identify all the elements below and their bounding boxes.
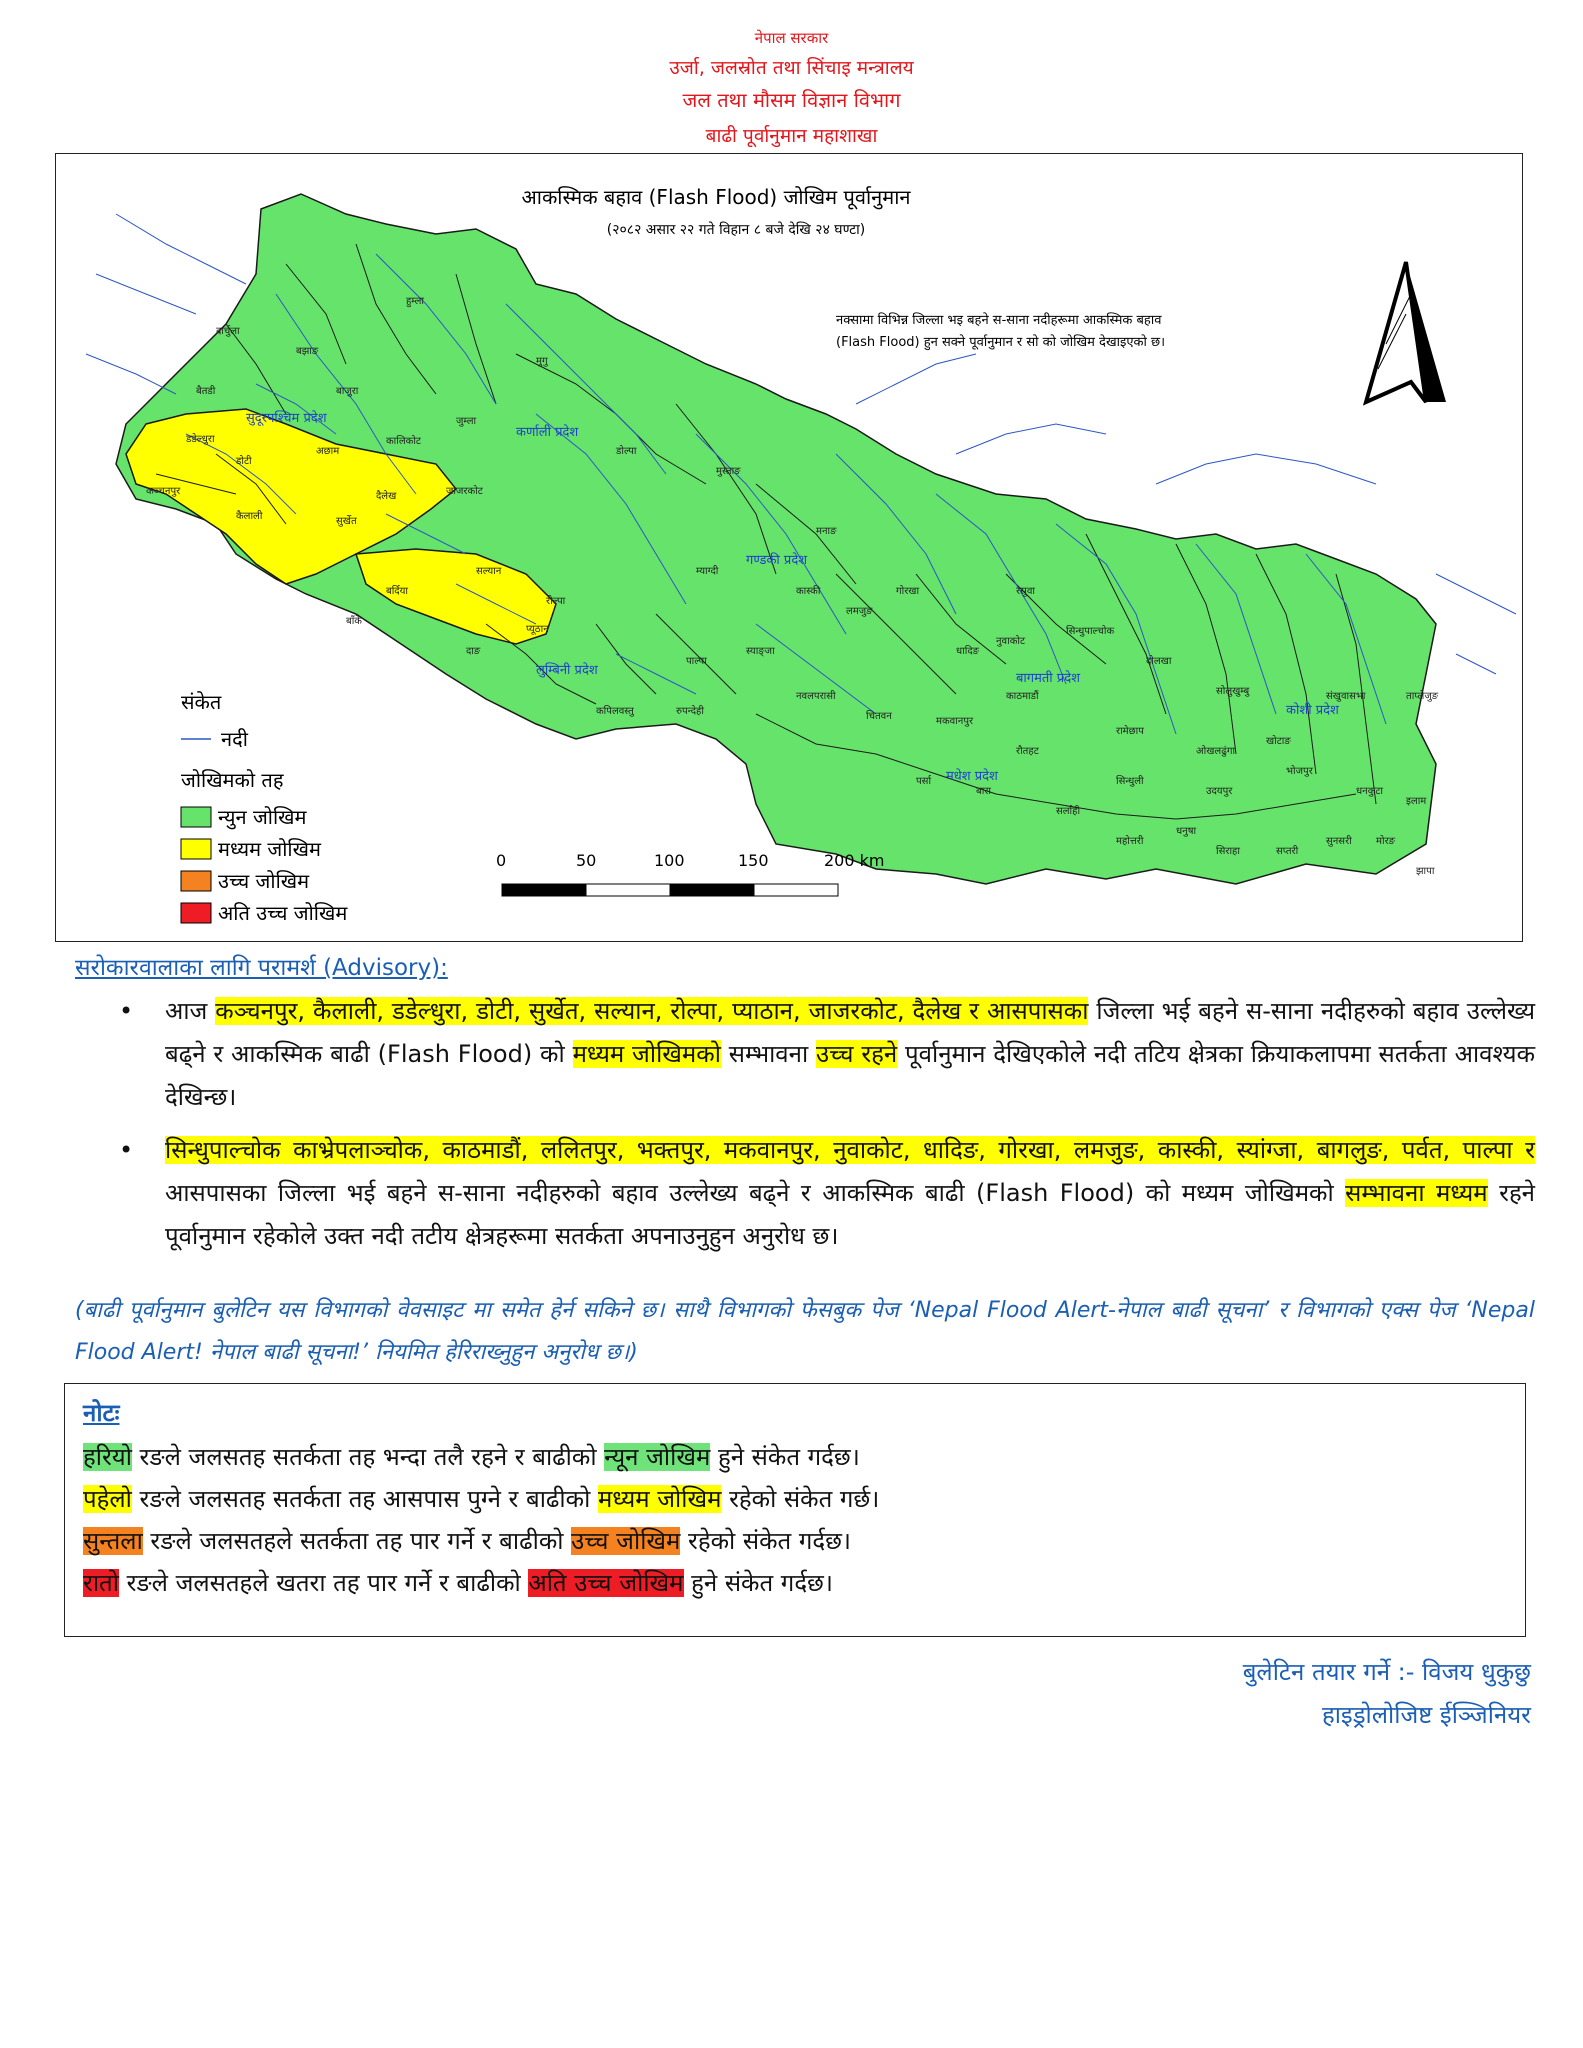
highlighted-risk: मध्यम जोखिमको	[572, 1040, 721, 1068]
district-label: हुम्ला	[406, 296, 424, 307]
district-label: धनुषा	[1176, 826, 1197, 837]
province-label-madhesh: मधेश प्रदेश	[946, 769, 998, 784]
district-label: ताप्लेजुङ	[1406, 691, 1439, 702]
district-label: दैलेख	[376, 491, 397, 502]
district-label: अछाम	[316, 446, 340, 457]
district-label: बझाङ	[296, 346, 319, 357]
province-label-karnali: कर्णाली प्रदेश	[516, 425, 579, 440]
district-label: दोलखा	[1146, 656, 1172, 667]
legend-high: उच्च जोखिम	[218, 869, 310, 893]
district-label: काठमाडौं	[1006, 691, 1039, 702]
district-label: गोरखा	[896, 586, 920, 597]
district-label: रसुवा	[1016, 586, 1035, 597]
province-label-lumbini: लुम्बिनी प्रदेश	[536, 663, 598, 678]
district-label: इलाम	[1406, 796, 1427, 807]
advisory-list	[115, 990, 1535, 1268]
district-label: खोटाङ	[1266, 736, 1291, 747]
legend-low: न्युन जोखिम	[218, 805, 307, 829]
scale-tick-150: 150	[738, 851, 769, 870]
legend-swatch-very-high	[181, 903, 211, 923]
district-label: सिन्धुली	[1116, 776, 1144, 787]
scale-tick-200: 200 km	[824, 851, 885, 870]
district-label: धनकुटा	[1356, 786, 1384, 797]
district-label: डोल्पा	[616, 446, 637, 457]
district-label: रोल्पा	[546, 596, 566, 607]
scale-tick-0: 0	[496, 851, 507, 870]
district-label: कास्की	[796, 586, 821, 597]
highlighted-districts: सिन्धुपाल्चोक काभ्रेपलाञ्चोक, काठमाडौं, ललितपुर, भक्तपुर, मकवानपुर, नुवाकोट, धादिङ, गोरखा, लमजुङ, कास्की, स्यांग्जा, बागलुङ, पर्वत, पाल्पा र	[165, 1136, 1535, 1164]
header-government: नेपाल सरकार	[754, 29, 829, 47]
advisory-text: सम्भावना	[720, 1040, 817, 1068]
advisory-text: रहने पूर्वानुमान रहेकोले उक्त नदी तटीय क्षेत्रहरूमा सतर्कता अपनाउनुहुन अनुरोध छ।	[165, 1179, 1536, 1250]
district-label: पर्सा	[916, 776, 932, 787]
district-label: मुगु	[536, 356, 548, 367]
district-label: सर्लाही	[1056, 806, 1081, 817]
district-label: कपिलवस्तु	[596, 706, 634, 717]
province-label-koshi: कोशी प्रदेश	[1286, 703, 1339, 718]
district-label: बर्दिया	[386, 586, 408, 597]
district-label: मोरङ	[1376, 836, 1396, 847]
note-line-red	[83, 1566, 833, 1599]
legend-very-high: अति उच्च जोखिम	[218, 901, 348, 925]
advisory-text: आज	[165, 997, 216, 1025]
district-label: बाँके	[346, 616, 362, 627]
legend-river: नदी	[221, 727, 248, 751]
highlighted-probability: उच्च रहने	[816, 1040, 898, 1068]
bullet-icon: •	[119, 1136, 134, 1164]
risk-medium: मध्यम जोखिम	[597, 1485, 722, 1513]
district-label: जाजरकोट	[446, 486, 483, 497]
district-label: नुवाकोट	[996, 636, 1026, 647]
district-label: सुर्खेत	[336, 516, 357, 527]
note-text: रहेको संकेत गर्छ।	[721, 1485, 880, 1513]
district-label: उदयपुर	[1206, 786, 1233, 797]
advisory-text: जिल्ला भई बहने स-साना नदीहरुको बहाव उल्लेख्य बढ्ने र आकस्मिक बाढी (Flash Flood) को	[165, 997, 1535, 1068]
district-label: सप्तरी	[1276, 846, 1299, 857]
color-word-red: रातो	[83, 1569, 119, 1597]
legend-swatch-low	[181, 807, 211, 827]
advisory-text: आसपासका जिल्ला भई बहने स-साना नदीहरुको बहाव उल्लेख्य बढ्ने र आकस्मिक बाढी (Flash Flood) को मध्यम जोखिमको	[165, 1179, 1346, 1207]
province-label-bagmati: बागमती प्रदेश	[1016, 671, 1080, 686]
district-label: लमजुङ	[846, 606, 873, 617]
district-label: जुम्ला	[456, 416, 477, 427]
province-label-gandaki: गण्डकी प्रदेश	[746, 553, 808, 568]
legend-swatch-medium	[181, 839, 211, 859]
scale-tick-50: 50	[576, 851, 597, 870]
note-text: रङले जलसतह सतर्कता तह भन्दा तलै रहने र बाढीको	[131, 1443, 605, 1471]
note-line-orange	[83, 1524, 851, 1557]
map-description-2: (Flash Flood) हुन सक्ने पूर्वानुमान र सो को जोखिम देखाइएको छ।	[836, 335, 1166, 350]
district-label: सुनसरी	[1326, 836, 1352, 847]
flash-flood-map	[55, 153, 1523, 942]
note-line-yellow	[83, 1482, 879, 1515]
map-description-1: नक्सामा विभिन्न जिल्ला भइ बहने स-साना नदीहरूमा आकस्मिक बहाव	[836, 313, 1162, 328]
district-label: दार्चुला	[216, 326, 240, 337]
district-label: कालिकोट	[386, 436, 421, 447]
district-label: प्यूठान	[526, 624, 549, 635]
district-label: सिराहा	[1216, 846, 1240, 857]
color-word-orange: सुन्तला	[83, 1527, 143, 1555]
district-label: चितवन	[866, 711, 892, 722]
advisory-item-2	[115, 1129, 1535, 1258]
note-text: रङले जलसतह सतर्कता तह आसपास पुग्ने र बाढीको	[131, 1485, 598, 1513]
scale-bar	[496, 851, 884, 896]
district-label: पाल्पा	[686, 656, 707, 667]
north-arrow-icon	[1366, 262, 1446, 402]
bullet-icon: •	[119, 997, 134, 1025]
map-legend	[181, 690, 348, 925]
note-text: हुने संकेत गर्दछ।	[710, 1443, 860, 1471]
district-label: भोजपुर	[1286, 766, 1313, 777]
note-box	[64, 1383, 1526, 1637]
district-label: कैलाली	[236, 511, 263, 522]
district-label: बैतडी	[196, 386, 216, 397]
risk-high: उच्च जोखिम	[571, 1527, 681, 1555]
district-label: बाजुरा	[336, 386, 359, 397]
highlighted-probability: सम्भावना मध्यम	[1345, 1179, 1488, 1207]
note-text: रहेको संकेत गर्दछ।	[680, 1527, 852, 1555]
header-department: जल तथा मौसम विज्ञान विभाग	[682, 88, 901, 112]
highlighted-districts: कञ्चनपुर, कैलाली, डडेल्धुरा, डोटी, सुर्खेत, सल्यान, रोल्पा, प्याठान, जाजरकोट, दैलेख र आसपासका	[215, 997, 1089, 1025]
district-label: मुस्ताङ	[716, 466, 741, 477]
map-title: आकस्मिक बहाव (Flash Flood) जोखिम पूर्वानुमान	[521, 185, 911, 209]
district-label: नवलपरासी	[796, 691, 836, 702]
bulletin-author-title: हाइड्रोलोजिष्ट ईञ्जिनियर	[1321, 1701, 1531, 1729]
district-label: महोत्तरी	[1116, 836, 1144, 847]
color-word-green: हरियो	[83, 1443, 132, 1471]
district-label: मनाङ	[816, 526, 837, 537]
province-label-sudurpaschim: सुदूरपश्चिम प्रदेश	[246, 411, 327, 426]
district-label: झापा	[1416, 866, 1435, 877]
district-label: कञ्चनपुर	[146, 486, 181, 497]
risk-very-high: अति उच्च जोखिम	[528, 1569, 684, 1597]
note-line-green	[83, 1440, 860, 1473]
district-label: डोटी	[236, 456, 252, 467]
district-label: सोलुखुम्बु	[1216, 686, 1250, 697]
district-label: म्याग्दी	[696, 566, 719, 577]
district-label: दाङ	[466, 646, 481, 657]
website-note: (बाढी पूर्वानुमान बुलेटिन यस विभागको वेवसाइट मा समेत हेर्न सकिने छ। साथै विभागको फेसबुक पेज ‘Nepal Flood Alert-नेपाल बाढी सूचना’ र विभागको एक्स पेज ‘Nepal Flood Alert! नेपाल बाढी सूचना!’ नियमित हेरिराख्नुहुन अनुरोध छ।)	[75, 1298, 1535, 1365]
map-subtitle: (२०८२ असार २२ गते विहान ८ बजे देखि २४ घण्टा)	[606, 222, 866, 238]
advisory-item-1	[115, 990, 1535, 1119]
district-label: बारा	[976, 786, 991, 797]
map-svg	[56, 154, 1522, 941]
note-text: रङले जलसतहले सतर्कता तह पार गर्ने र बाढीको	[142, 1527, 572, 1555]
bulletin-author: बुलेटिन तयार गर्ने :- विजय धुकुछु	[1242, 1658, 1531, 1686]
district-label: डडेल्धुरा	[186, 434, 215, 445]
district-label: संखुवासभा	[1326, 691, 1366, 702]
header-ministry: उर्जा, जलस्रोत तथा सिंचाइ मन्त्रालय	[669, 57, 914, 79]
district-label: रुपन्देही	[676, 706, 704, 717]
advisory-heading: सरोकारवालाका लागि परामर्श (Advisory):	[75, 955, 448, 981]
legend-swatch-high	[181, 871, 211, 891]
note-text: हुने संकेत गर्दछ।	[683, 1569, 833, 1597]
scale-tick-100: 100	[654, 851, 685, 870]
legend-medium: मध्यम जोखिम	[218, 837, 321, 861]
district-label: सल्यान	[476, 566, 502, 577]
legend-title: संकेत	[181, 690, 222, 714]
color-word-yellow: पहेलो	[83, 1485, 132, 1513]
district-label: सिन्धुपाल्चोक	[1066, 626, 1115, 637]
note-text: रङले जलसतहले खतरा तह पार गर्ने र बाढीको	[118, 1569, 529, 1597]
advisory-text: पूर्वानुमान देखिएकोले नदी तटिय क्षेत्रका क्रियाकलापमा सतर्कता आवश्यक देखिन्छ।	[165, 1040, 1536, 1111]
district-label: रामेछाप	[1116, 726, 1144, 737]
district-label: धादिङ	[956, 646, 980, 657]
district-label: रौतहट	[1016, 746, 1039, 757]
note-title: नोटः	[83, 1399, 120, 1427]
district-label: ओखलढुंगा	[1196, 746, 1236, 757]
risk-low: न्यून जोखिम	[604, 1443, 711, 1471]
district-label: स्याङ्जा	[746, 646, 775, 657]
header-division: बाढी पूर्वानुमान महाशाखा	[705, 125, 878, 147]
district-label: मकवानपुर	[936, 716, 974, 727]
legend-risk-title: जोखिमको तह	[181, 768, 284, 792]
